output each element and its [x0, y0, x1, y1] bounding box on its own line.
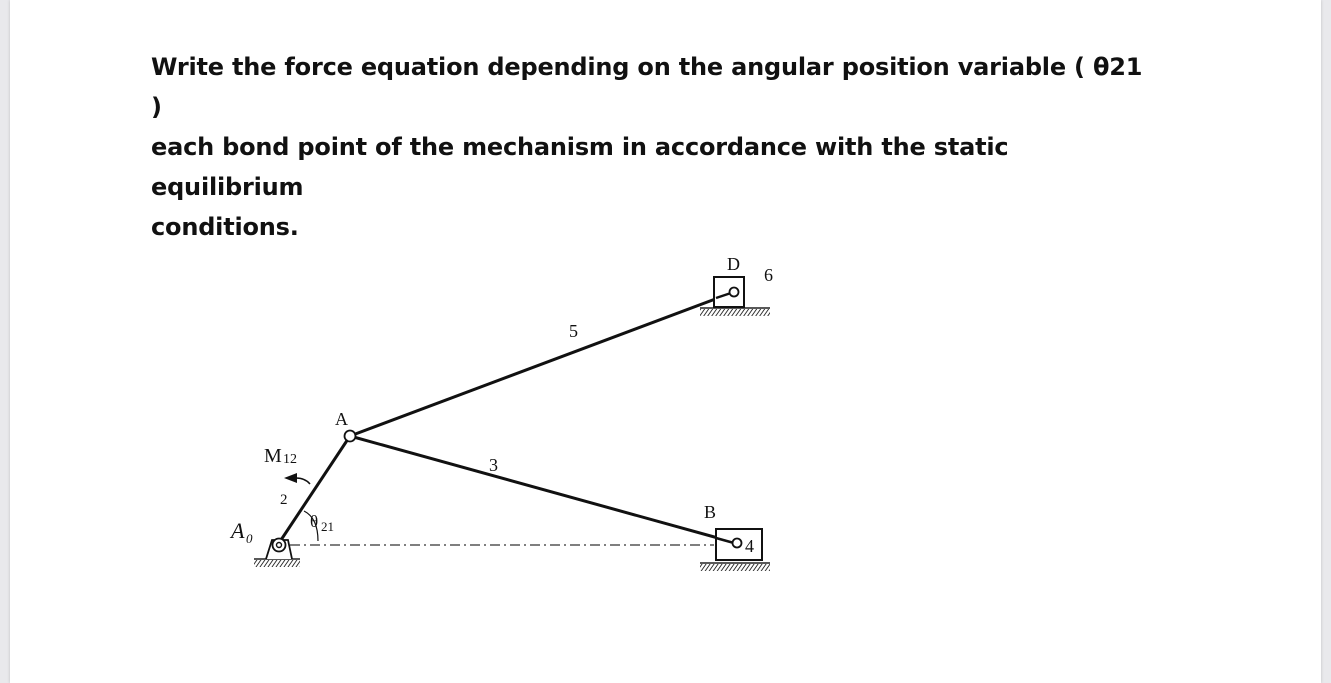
- pivot-a0: [266, 539, 292, 560]
- slider-4: [716, 529, 762, 560]
- label-link-6: 6: [764, 265, 773, 285]
- ground-a0: [254, 559, 300, 567]
- ground-d: [700, 308, 770, 316]
- label-link-3: 3: [489, 455, 498, 475]
- slider-6: [714, 277, 744, 307]
- link-3: [350, 436, 736, 543]
- question-line-3: conditions.: [151, 213, 299, 241]
- label-a0: A: [231, 518, 245, 543]
- label-moment: M: [264, 445, 282, 467]
- label-angle: θ: [310, 512, 319, 531]
- label-a0-sub: 0: [246, 531, 253, 546]
- label-b: B: [704, 502, 717, 522]
- label-link-2: 2: [280, 492, 288, 508]
- ground-b: [700, 563, 770, 571]
- label-a: A: [335, 409, 348, 429]
- moment-arrow: [284, 473, 310, 484]
- label-link-5: 5: [569, 321, 578, 341]
- question-line-1: Write the force equation depending on the angular position variable ( θ21 ): [151, 53, 1143, 121]
- label-moment-sub: 12: [283, 452, 297, 467]
- label-link-4: 4: [745, 536, 754, 556]
- joint-a: [345, 431, 356, 442]
- label-d: D: [727, 254, 740, 274]
- question-line-2: each bond point of the mechanism in accordance with the static equilibrium: [151, 133, 1009, 201]
- label-angle-sub: 21: [321, 519, 334, 534]
- link-5: [350, 292, 734, 436]
